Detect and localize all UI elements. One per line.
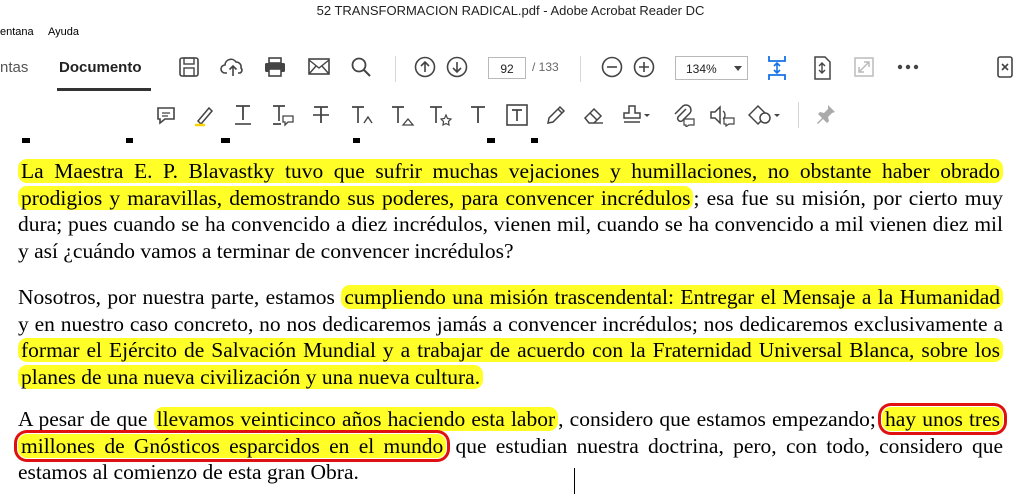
zoom-out-icon[interactable]	[601, 56, 623, 78]
cloud-upload-icon[interactable]	[220, 55, 246, 79]
paragraph-3	[18, 406, 1003, 486]
close-panel-icon[interactable]	[996, 55, 1014, 79]
zoom-dropdown[interactable]	[675, 56, 748, 80]
previous-line-fragment	[18, 138, 1003, 143]
text-segment: que estudian nuestra doctrina, pero, con todo, considero que estamos al comienzo de esta gran Obra.	[18, 433, 1003, 484]
text-box-icon[interactable]	[505, 103, 529, 127]
document-view[interactable]	[0, 138, 1021, 500]
text-cursor	[574, 468, 575, 494]
more-options-icon[interactable]	[897, 64, 919, 70]
menu-bar	[0, 22, 1021, 45]
zoom-value: 134%	[686, 62, 717, 76]
text-segment: Nosotros, por nuestra parte, estamos	[18, 285, 342, 309]
record-audio-icon[interactable]	[708, 103, 736, 127]
menu-item-ayuda[interactable]: Ayuda	[48, 26, 79, 38]
highlighted-text: llevamos veinticinco años haciendo esta labor	[154, 407, 559, 431]
replace-text-icon[interactable]	[270, 103, 296, 127]
paragraph-1	[18, 158, 1003, 264]
fit-page-icon[interactable]	[811, 55, 833, 81]
main-toolbar	[0, 44, 1021, 93]
tab-herramientas[interactable]: ntas	[0, 59, 29, 76]
sticky-note-icon[interactable]	[155, 104, 177, 126]
active-tab-indicator	[57, 88, 151, 91]
boxed-highlight: hay unos tres millones de Gnósticos esparcidos en el mundo	[18, 407, 1003, 458]
page-total: / 133	[532, 60, 559, 74]
email-icon[interactable]	[307, 57, 331, 77]
stamp-icon[interactable]	[621, 103, 651, 127]
pencil-icon[interactable]	[544, 103, 566, 127]
chevron-down-icon	[734, 66, 742, 71]
strikethrough-icon[interactable]	[310, 103, 332, 127]
underline-text-icon[interactable]	[232, 103, 254, 127]
text-segment: ; esa fue su misión, por cierto muy dura; pues cuando se ha convencido a diez incrédulos, vienen mil, cuando se ha convencido a mil vienen diez mil y así ¿cuándo vamos a terminar de convencer incrédulos?	[18, 185, 1004, 263]
shapes-icon[interactable]	[748, 103, 782, 127]
highlighted-text: formar el Ejército de Salvación Mundial y a trabajar de acuerdo con la Fraternidad Universal Blanca, sobre los planes de una nueva civilización y una nueva cultura.	[18, 338, 1003, 389]
scrolling-mode-icon[interactable]	[766, 54, 788, 82]
page-number-input[interactable]: 92	[488, 57, 526, 79]
highlight-icon[interactable]	[193, 103, 215, 127]
tab-documento[interactable]: Documento	[59, 59, 142, 76]
full-screen-icon[interactable]	[853, 56, 875, 78]
eraser-icon[interactable]	[582, 103, 606, 127]
attach-file-icon[interactable]	[670, 103, 696, 127]
comment-toolbar	[0, 92, 1021, 139]
text-segment: A pesar de que	[18, 407, 154, 431]
toolbar-separator	[798, 102, 799, 128]
window-title: 52 TRANSFORMACION RADICAL.pdf - Adobe Acrobat Reader DC	[0, 0, 1021, 22]
toolbar-separator	[580, 56, 581, 82]
search-icon[interactable]	[350, 56, 372, 78]
text-segment: , considero que estamos empezando;	[558, 407, 882, 431]
pin-icon[interactable]	[815, 103, 837, 127]
highlighted-text: cumpliendo una misión trascendental: Entregar el Mensaje a la Humanidad	[341, 285, 1003, 309]
page-up-icon[interactable]	[414, 56, 436, 78]
highlighted-text: La Maestra E. P. Blavastky tuvo que sufrir muchas vejaciones y humillaciones, no obstante haber obrado prodigios y maravillas, demostrando sus poderes, para convencer incrédulos	[18, 159, 1003, 210]
paragraph-2	[18, 284, 1003, 390]
save-icon[interactable]	[178, 56, 200, 78]
text-segment: y en nuestro caso concreto, no nos dedicaremos jamás a convencer incrédulos; nos dedicaremos exclusivamente a	[18, 311, 1003, 336]
zoom-in-icon[interactable]	[633, 56, 655, 78]
insert-text-icon[interactable]	[349, 103, 375, 127]
print-icon[interactable]	[263, 56, 287, 78]
add-text-icon[interactable]	[467, 103, 489, 127]
menu-item-ventana[interactable]: entana	[0, 26, 34, 38]
insert-note-icon[interactable]	[389, 103, 415, 127]
page-down-icon[interactable]	[446, 56, 468, 78]
toolbar-separator	[395, 56, 396, 82]
stamp-text-icon[interactable]	[427, 103, 453, 127]
